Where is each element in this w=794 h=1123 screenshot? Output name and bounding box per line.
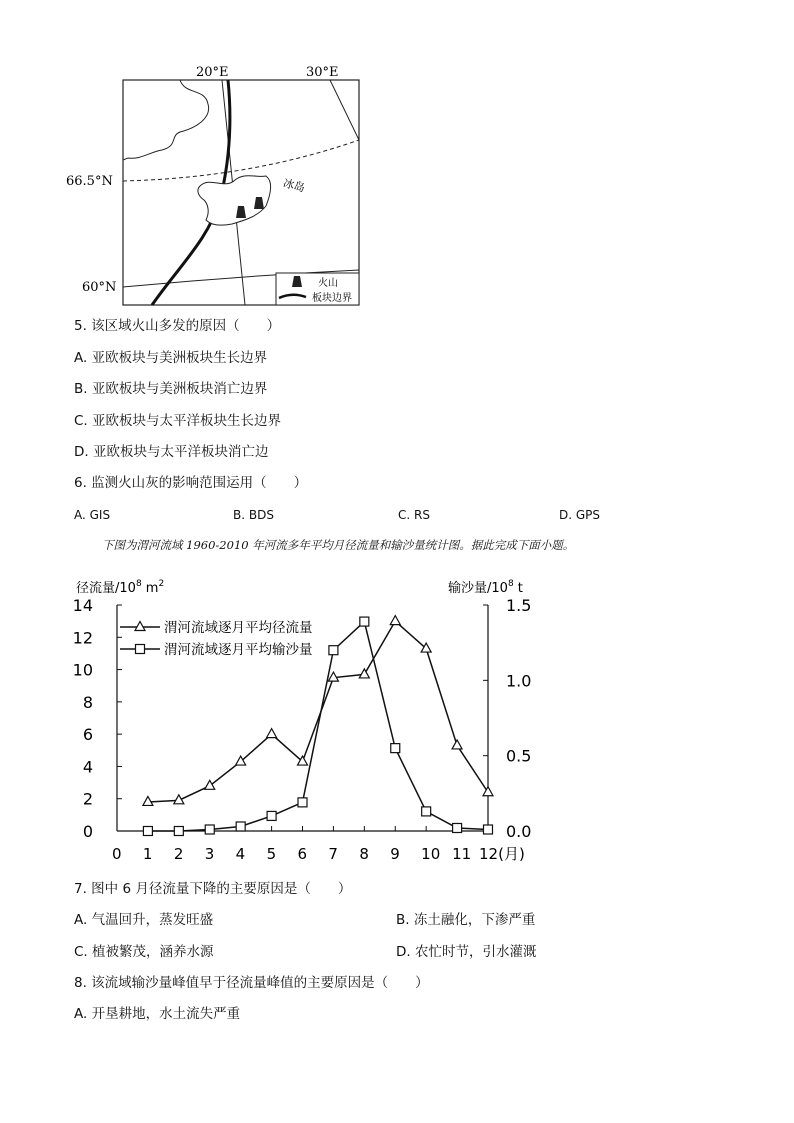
q7-option-c[interactable]: C. 植被繁茂，涵养水源 [74,944,214,960]
y-left-tick-label: 2 [82,789,93,809]
sediment-point [205,825,214,834]
question-7-stem: 7. 图中 6 月径流量下降的主要原因是（ ） [74,881,352,897]
q6-option-b[interactable]: B. BDS [233,508,274,522]
runoff-point [390,616,400,625]
legend-boundary-label: 板块边界 [312,293,352,304]
y-left-tick-label: 12 [72,628,93,648]
runoff-point [452,740,462,749]
legend-volcano-label: 火山 [318,278,338,289]
sediment-point [174,827,183,836]
sediment-point [143,827,152,836]
legend-triangle-marker [135,622,145,631]
q7-option-b[interactable]: B. 冻土融化，下渗严重 [396,912,536,928]
runoff-point [421,643,431,652]
runoff-point [205,780,215,789]
chart-intro-text: 下图为渭河流域 1960-2010 年河流多年平均月径流量和输沙量统计图。据此完成下面小题。 [102,538,575,552]
q5-option-d[interactable]: D. 亚欧板块与太平洋板块消亡边 [74,444,269,460]
y-right-axis-label: 输沙量$/10^8$ t [448,579,523,596]
sediment-point [484,825,493,834]
legend-label-1: 渭河流域逐月平均径流量 [164,620,313,636]
runoff-point [143,796,153,805]
sediment-point [422,807,431,816]
sediment-point [360,617,369,626]
q6-option-d[interactable]: D. GPS [559,508,601,522]
q6-option-c[interactable]: C. RS [398,508,430,522]
q7-option-a[interactable]: A. 气温回升，蒸发旺盛 [74,912,214,928]
lat-label-66n: 66.5°N [66,174,113,189]
q5-option-a[interactable]: A. 亚欧板块与美洲板块生长边界 [74,350,268,366]
x-tick-label: 10 [421,845,441,863]
q7-option-d[interactable]: D. 农忙时节，引水灌溉 [396,944,537,960]
x-tick-label: 8 [359,845,369,863]
x-tick-label: 1 [142,845,153,863]
q8-option-a[interactable]: A. 开垦耕地，水土流失严重 [74,1006,241,1022]
question-6-stem: 6. 监测火山灰的影响范围运用（ ） [74,475,308,491]
x-tick-label: 6 [297,845,308,863]
y-right-tick-label: 1.5 [506,596,532,615]
lat-label-60n: 60°N [82,280,117,295]
y-left-tick-label: 10 [72,660,93,680]
y-left-tick-label: 6 [82,725,93,745]
y-left-tick-label: 0 [82,822,93,841]
sediment-point [236,822,245,831]
runoff-point [236,756,246,765]
x-tick-label: 11 [452,845,472,863]
iceland-map [60,58,380,310]
sediment-point [329,646,338,655]
y-left-axis-label: 径流量$/10^8$ $m^2$ [76,579,165,596]
runoff-point [267,729,277,738]
runoff-sediment-chart [60,570,560,870]
x-tick-label: 2 [173,845,184,863]
q5-option-b[interactable]: B. 亚欧板块与美洲板块消亡边界 [74,381,268,397]
lon-label-20e: 20°E [196,65,229,80]
runoff-point [359,669,369,678]
y-right-tick-label: 0.0 [506,822,532,841]
q6-option-a[interactable]: A. GIS [74,508,111,522]
x-tick-label: 7 [328,845,338,863]
greenland-coast [123,80,209,160]
x-tick-label: 9 [390,845,400,863]
q5-option-c[interactable]: C. 亚欧板块与太平洋板块生长边界 [74,413,282,429]
question-5-stem: 5. 该区域火山多发的原因（ ） [74,318,281,334]
chart-legend [120,619,313,658]
y-left-tick-label: 4 [82,757,93,777]
legend-label-2: 渭河流域逐月平均输沙量 [164,642,313,658]
lon-label-30e: 30°E [306,65,339,80]
x-tick-label: 5 [266,845,277,863]
legend-square-marker [136,645,145,654]
y-left-tick-label: 8 [82,692,93,712]
runoff-point [298,756,308,765]
sediment-point [453,823,462,832]
x-tick-label: 3 [204,845,215,863]
arctic-circle-line [123,140,359,181]
sediment-point [298,798,307,807]
iceland-label: 冰岛 [281,176,307,195]
x-tick-label: 0 [112,845,122,863]
question-8-stem: 8. 该流域输沙量峰值早于径流量峰值的主要原因是（ ） [74,975,429,991]
y-right-tick-label: 1.0 [506,671,532,691]
y-right-tick-label: 0.5 [506,746,532,766]
x-tick-label: 12(月) [479,845,525,863]
sediment-point [267,811,276,820]
x-tick-label: 4 [235,845,246,863]
sediment-point [391,744,400,753]
meridian-30e [330,80,359,140]
y-left-tick-label: 14 [72,596,93,615]
